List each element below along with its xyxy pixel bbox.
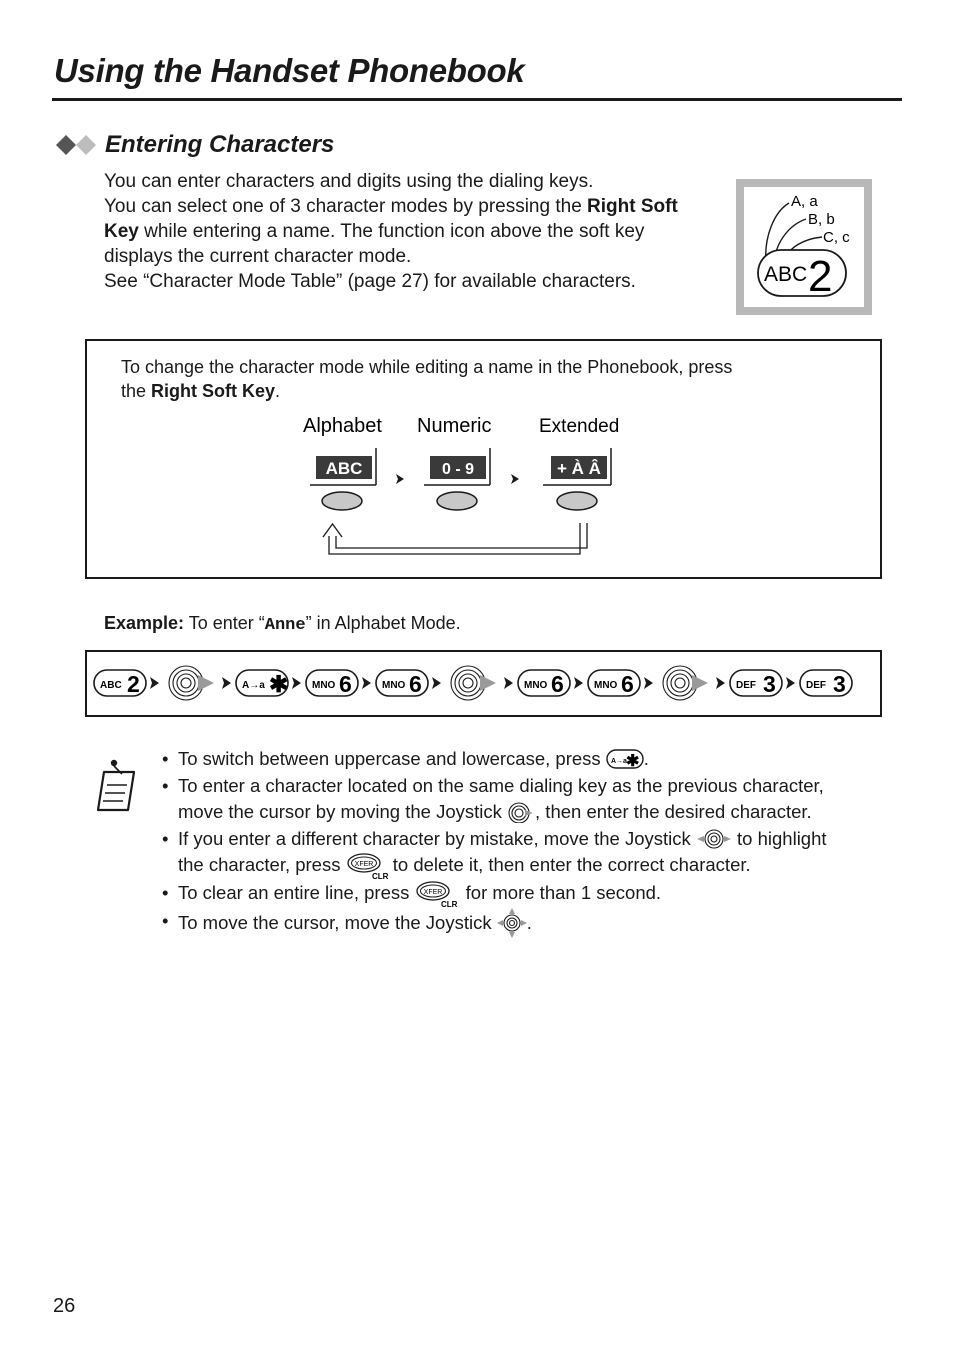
svg-text:MNO: MNO <box>524 680 548 691</box>
soft-key-button <box>557 492 597 510</box>
soft-key-button <box>437 492 477 510</box>
mode-label-extended: Extended <box>539 416 620 437</box>
arrow-right-icon <box>504 677 513 689</box>
arrow-right-icon <box>292 677 301 689</box>
mode-label-alphabet: Alphabet <box>303 415 382 437</box>
section-heading: Entering Characters <box>105 131 335 158</box>
intro-line: You can enter characters and digits using the dialing keys. <box>104 171 594 192</box>
page-title: Using the Handset Phonebook <box>54 52 525 89</box>
svg-text:ABC: ABC <box>764 263 808 286</box>
dial-key-icon <box>730 670 782 697</box>
dial-key-icon <box>94 670 146 697</box>
joystick-right-icon <box>451 666 496 700</box>
joystick-right-icon <box>507 801 535 823</box>
intro-paragraph <box>104 169 724 294</box>
cycle-back-arrow <box>323 523 587 554</box>
arrow-right-icon <box>786 677 795 689</box>
svg-text:+ À Â: + À Â <box>557 459 601 478</box>
joystick-4way-icon <box>497 908 527 938</box>
arrow-right-icon <box>396 474 404 484</box>
joystick-right-icon <box>169 666 214 700</box>
svg-text:2: 2 <box>127 671 140 697</box>
arrow-right-icon <box>432 677 441 689</box>
svg-text:DEF: DEF <box>806 680 826 691</box>
arrow-right-icon <box>222 677 231 689</box>
arrow-right-icon <box>150 677 159 689</box>
intro-line: Key while entering a name. The function icon above the soft key <box>104 221 645 242</box>
abc2-key-figure <box>736 179 872 315</box>
svg-text:MNO: MNO <box>312 680 336 691</box>
dial-key-icon <box>800 670 852 697</box>
svg-text:MNO: MNO <box>382 680 406 691</box>
key-label-b: B, b <box>808 211 835 228</box>
svg-text:MNO: MNO <box>594 680 618 691</box>
arrow-right-icon <box>716 677 725 689</box>
intro-line: You can select one of 3 character modes by pressing the Right Soft <box>104 196 678 217</box>
arrow-right-icon <box>362 677 371 689</box>
dial-key-icon <box>376 670 428 697</box>
example-line: Example: To enter “Anne” in Alphabet Mode. <box>104 613 461 635</box>
joystick-left-right-icon <box>696 828 732 850</box>
note-item: • To switch between uppercase and lowercase, press A→a ✱ . <box>162 748 649 770</box>
svg-text:CLR: CLR <box>371 872 388 880</box>
arrow-right-icon <box>644 677 653 689</box>
arrow-right-icon <box>574 677 583 689</box>
mode-numeric <box>424 448 490 510</box>
key-label-a: A, a <box>791 193 818 210</box>
xfer-clr-key-icon <box>415 880 461 908</box>
key-label-c: C, c <box>823 229 850 246</box>
mode-cycle-diagram <box>290 408 650 560</box>
svg-text:✱: ✱ <box>269 671 289 697</box>
svg-text:2: 2 <box>808 252 833 301</box>
dial-key-icon <box>236 670 288 697</box>
key-sequence <box>88 653 878 713</box>
intro-line: See “Character Mode Table” (page 27) for available characters. <box>104 271 636 292</box>
note-item: • To clear an entire line, press XFER CLR for more than 1 second. <box>162 882 662 908</box>
mode-extended <box>543 448 611 510</box>
svg-text:A→a: A→a <box>242 680 265 691</box>
svg-text:3: 3 <box>763 671 776 697</box>
joystick-right-icon <box>663 666 708 700</box>
dial-key-icon <box>588 670 640 697</box>
note-item: • If you enter a different character by mistake, move the Joystick to highlight <box>162 827 827 849</box>
mode-instructions: To change the character mode while editing a name in the Phonebook, press the Right Soft Key. <box>121 357 733 401</box>
note-item: • To move the cursor, move the Joystick . <box>162 908 827 938</box>
svg-text:✱: ✱ <box>625 753 640 770</box>
intro-line: displays the current character mode. <box>104 246 412 267</box>
dial-key-icon <box>518 670 570 697</box>
note-item: • To enter a character located on the same dialing key as the previous character, <box>162 774 824 796</box>
note-item-cont: move the cursor by moving the Joystick , then enter the desired character. <box>178 801 812 822</box>
mode-label-numeric: Numeric <box>417 415 492 437</box>
svg-text:6: 6 <box>409 671 422 697</box>
svg-text:6: 6 <box>339 671 352 697</box>
xfer-clr-key-icon <box>346 852 388 880</box>
notes-list <box>162 746 827 938</box>
section-diamonds-icon <box>55 134 99 156</box>
star-key-icon <box>606 748 644 770</box>
page-number: 26 <box>53 1295 76 1317</box>
svg-text:3: 3 <box>833 671 846 697</box>
svg-text:DEF: DEF <box>736 680 756 691</box>
soft-key-button <box>322 492 362 510</box>
svg-text:CLR: CLR <box>440 900 457 908</box>
svg-text:0 - 9: 0 - 9 <box>441 461 475 478</box>
title-rule <box>52 98 902 101</box>
mode-alphabet <box>310 448 376 510</box>
dial-key-icon <box>306 670 358 697</box>
note-item-cont: the character, press XFER CLR to delete it, then enter the correct character. <box>178 854 751 880</box>
svg-text:6: 6 <box>551 671 564 697</box>
svg-text:A→a: A→a <box>610 758 627 765</box>
svg-text:XFER: XFER <box>354 861 373 868</box>
note-pad-icon <box>94 758 142 814</box>
svg-text:6: 6 <box>621 671 634 697</box>
svg-text:ABC: ABC <box>325 459 363 478</box>
svg-text:ABC: ABC <box>100 680 122 691</box>
arrow-right-icon <box>511 474 519 484</box>
svg-text:XFER: XFER <box>423 889 442 896</box>
